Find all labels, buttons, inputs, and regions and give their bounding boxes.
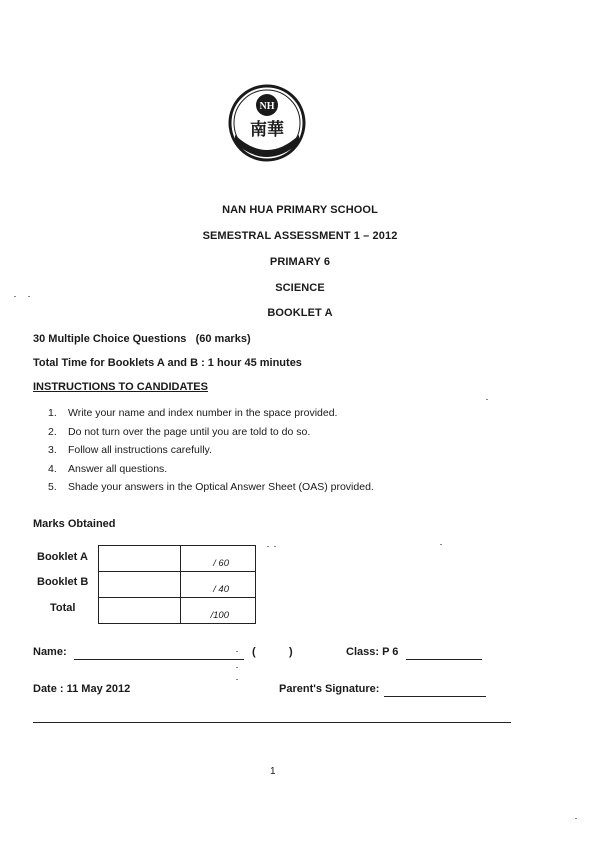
marks-heading: Marks Obtained bbox=[33, 518, 116, 530]
max-cell-booklet-b: / 40 bbox=[181, 572, 256, 598]
max-cell-total: /100 bbox=[181, 598, 256, 624]
logo-chinese-name: 南華 bbox=[250, 120, 284, 140]
table-row bbox=[99, 598, 256, 624]
logo-initials: NH bbox=[259, 101, 275, 112]
index-paren-close: ) bbox=[289, 646, 293, 658]
index-paren-open: ( bbox=[252, 646, 256, 658]
table-row bbox=[99, 572, 256, 598]
score-cell-booklet-a[interactable] bbox=[99, 546, 181, 572]
instruction-item: 5. Shade your answers in the Optical Answer Sheet (OAS) provided. bbox=[48, 481, 374, 493]
booklet-label: BOOKLET A bbox=[267, 307, 333, 319]
name-field[interactable] bbox=[74, 659, 244, 660]
level-label: PRIMARY 6 bbox=[269, 256, 331, 268]
class-label: Class: P 6 bbox=[346, 646, 399, 658]
instruction-item: 4. Answer all questions. bbox=[48, 462, 168, 475]
instructions-list bbox=[48, 405, 374, 498]
bottom-divider bbox=[33, 722, 511, 723]
score-cell-booklet-b[interactable] bbox=[99, 572, 181, 598]
class-field[interactable] bbox=[406, 659, 482, 660]
max-cell-booklet-a: / 60 bbox=[181, 546, 256, 572]
name-label: Name: bbox=[33, 646, 67, 658]
score-cell-total[interactable] bbox=[99, 598, 181, 624]
signature-field[interactable] bbox=[384, 696, 486, 697]
questions-summary: 30 Multiple Choice Questions (60 marks) bbox=[33, 333, 251, 345]
school-name: NAN HUA PRIMARY SCHOOL bbox=[222, 204, 378, 216]
assessment-title: SEMESTRAL ASSESSMENT 1 – 2012 bbox=[202, 230, 398, 242]
marks-table bbox=[98, 545, 256, 624]
instruction-item: 1. Write your name and index number in the space provided. bbox=[48, 407, 338, 419]
instruction-item: 3. Follow all instructions carefully. bbox=[48, 444, 212, 456]
instructions-heading: INSTRUCTIONS TO CANDIDATES bbox=[33, 381, 208, 393]
row-label-booklet-b: Booklet B bbox=[37, 576, 89, 588]
row-label-total: Total bbox=[50, 602, 76, 614]
signature-label: Parent's Signature: bbox=[279, 683, 380, 695]
time-summary: Total Time for Booklets A and B : 1 hour 45 minutes bbox=[33, 357, 302, 369]
school-logo bbox=[227, 83, 307, 163]
row-label-booklet-a: Booklet A bbox=[37, 551, 88, 563]
page-number: 1 bbox=[270, 766, 276, 777]
instruction-item: 2. Do not turn over the page until you are told to do so. bbox=[48, 425, 311, 438]
subject-label: SCIENCE bbox=[275, 282, 325, 294]
table-row bbox=[99, 546, 256, 572]
exam-date: Date : 11 May 2012 bbox=[33, 683, 131, 695]
